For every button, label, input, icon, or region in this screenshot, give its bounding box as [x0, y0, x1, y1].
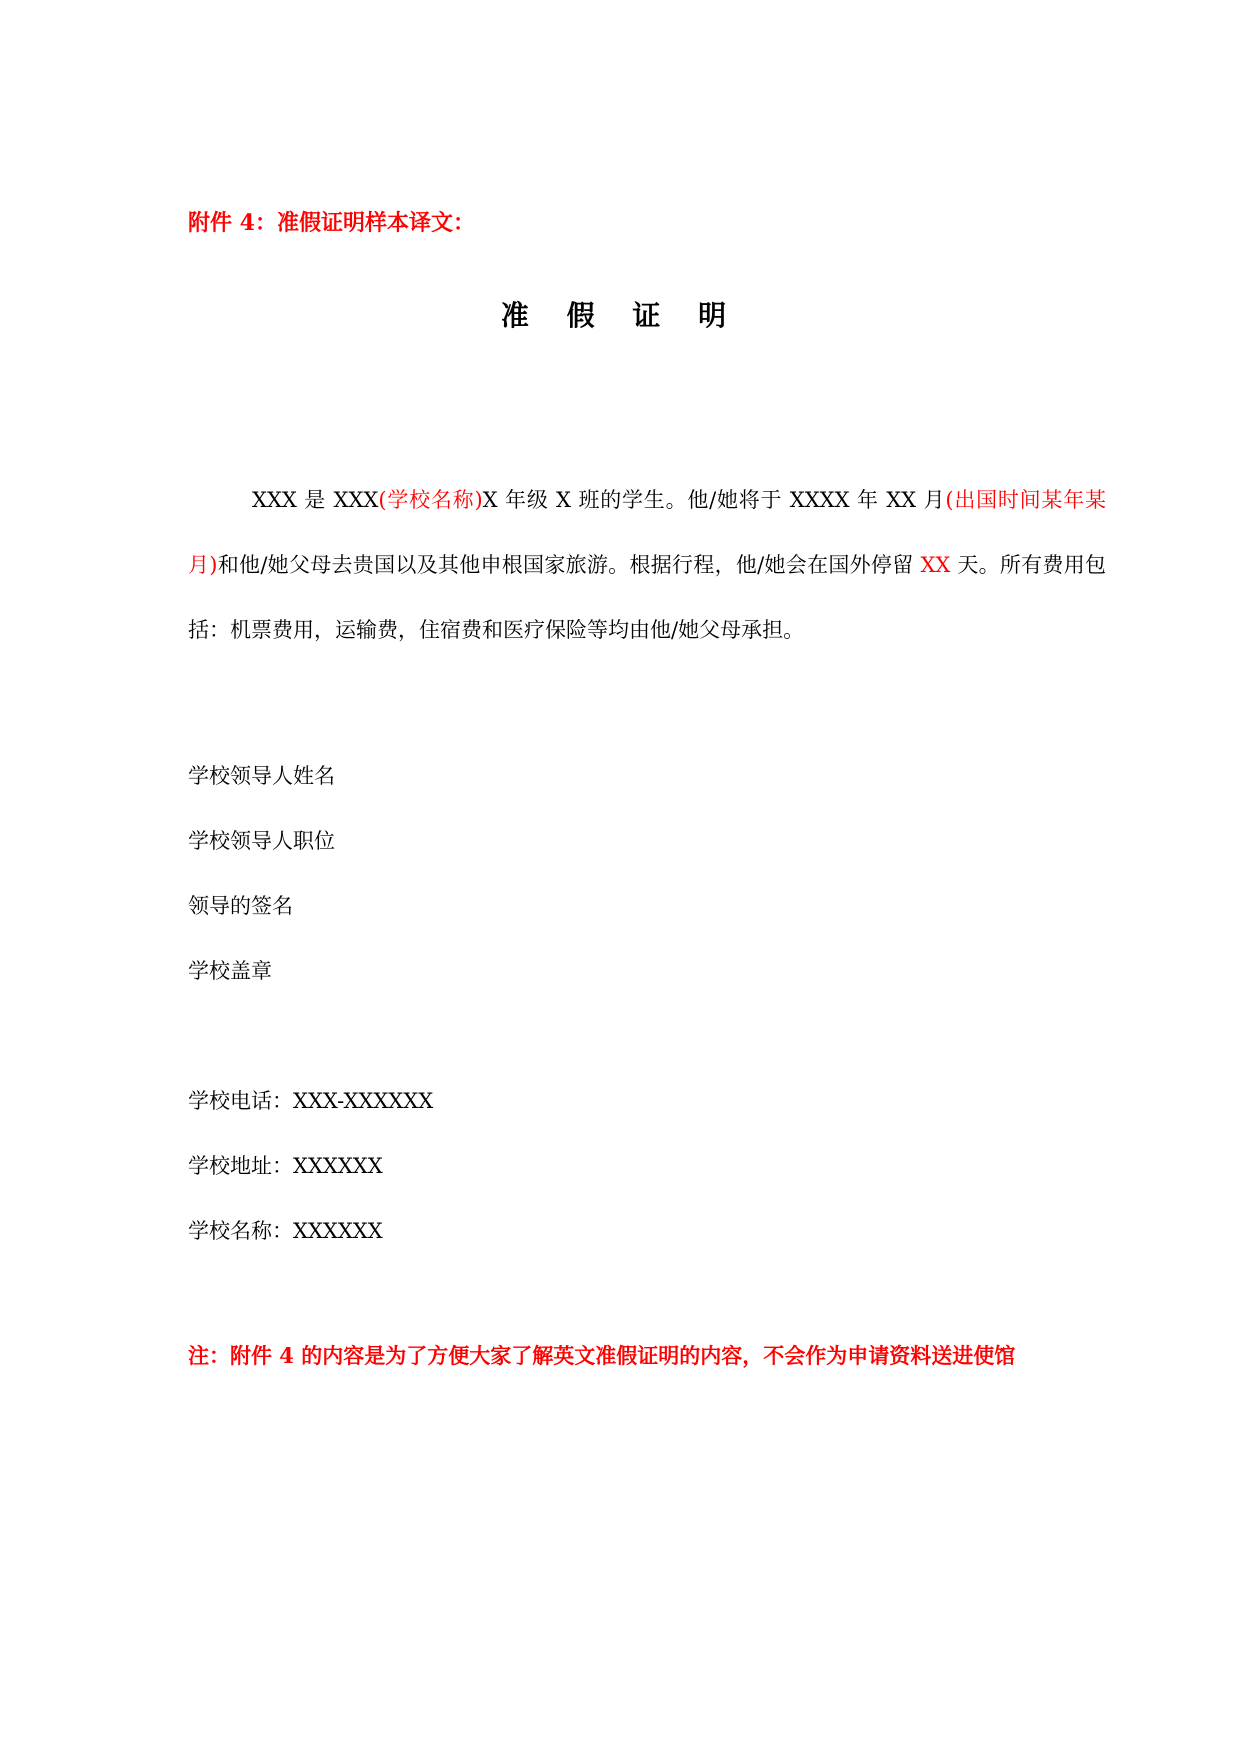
- document-title: 准 假 证 明: [500, 299, 741, 332]
- leader-title-line: 学校领导人职位: [188, 829, 335, 853]
- body-text-1: XXX 是 XXX: [252, 488, 379, 512]
- stay-days-hint: XX: [913, 553, 958, 577]
- body-paragraph: [188, 468, 1106, 663]
- school-phone-line: 学校电话：XXX-XXXXXX: [188, 1089, 434, 1113]
- leader-name-line: 学校领导人姓名: [188, 764, 335, 788]
- school-address-line: 学校地址：XXXXXX: [188, 1154, 383, 1178]
- body-text-4: 天。所有费用包括：机票费用，运输费，住宿费和医疗保险等均由他/她父母承担。: [188, 553, 1106, 642]
- departure-time-hint: (出国时间某年某月): [188, 488, 1106, 577]
- leader-signature-line: 领导的签名: [188, 894, 293, 918]
- school-stamp-line: 学校盖章: [188, 959, 272, 983]
- school-name-line: 学校名称：XXXXXX: [188, 1219, 383, 1243]
- school-name-hint: (学校名称): [378, 488, 483, 512]
- note: 注：附件 4 的内容是为了方便大家了解英文准假证明的内容，不会作为申请资料送进使馆: [188, 1343, 1016, 1368]
- body-text-3: 和他/她父母去贵国以及其他申根国家旅游。根据行程，他/她会在国外停留: [217, 553, 914, 577]
- attachment-heading: 附件 4：准假证明样本译文：: [188, 210, 475, 236]
- body-text-2: X 年级 X 班的学生。他/她将于 XXXX 年 XX 月: [482, 488, 946, 512]
